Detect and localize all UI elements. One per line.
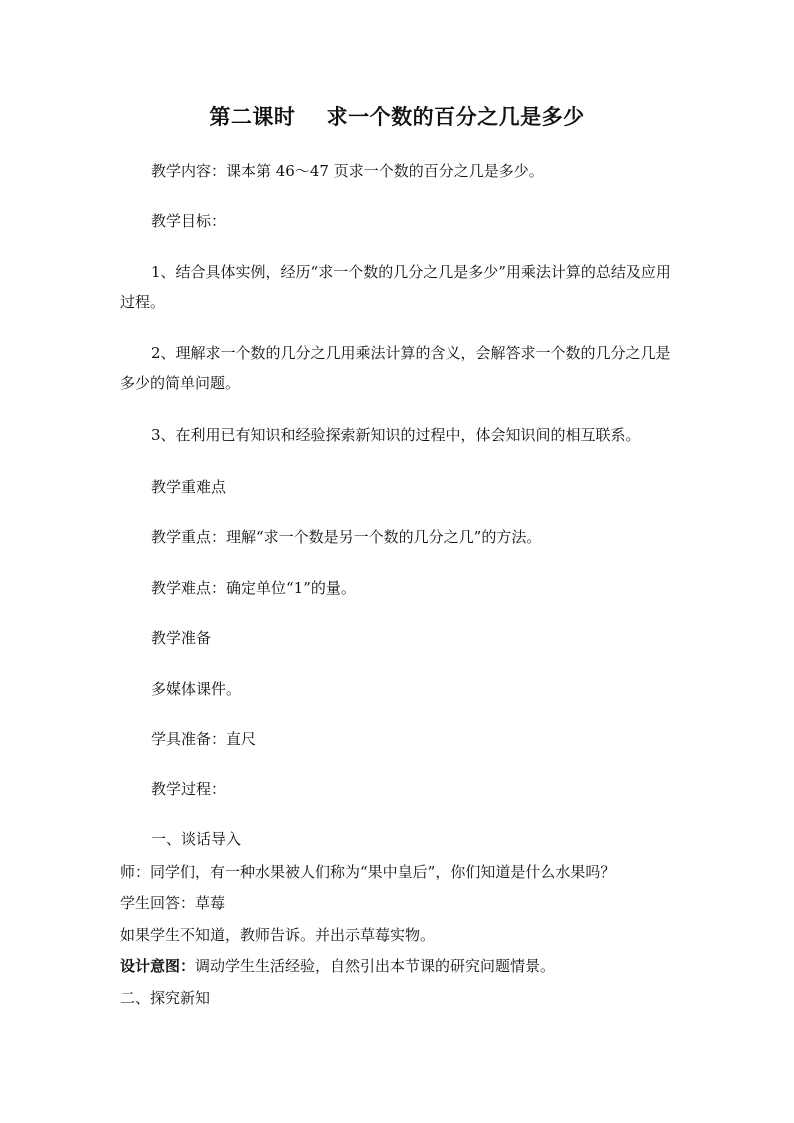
key-point: 教学重点：理解“求一个数是另一个数的几分之几”的方法。 bbox=[151, 528, 542, 546]
teaching-goals-heading: 教学目标： bbox=[151, 212, 227, 230]
teaching-goal-1: 1、结合具体实例，经历“求一个数的几分之几是多少”用乘法计算的总结及应用过程。 bbox=[120, 263, 671, 311]
student-answer: 学生回答：草莓 bbox=[120, 894, 226, 912]
teaching-prep-heading: 教学准备 bbox=[151, 629, 212, 647]
design-intent-text: 调动学生生活经验，自然引出本节课的研究问题情景。 bbox=[195, 957, 556, 975]
teaching-prep-media: 多媒体课件。 bbox=[151, 680, 242, 698]
teaching-goal-3: 3、在利用已有知识和经验探索新知识的过程中，体会知识间的相互联系。 bbox=[151, 426, 641, 444]
lesson-title: 第二课时 求一个数的百分之几是多少 bbox=[209, 104, 585, 129]
section-1-heading: 一、谈话导入 bbox=[151, 830, 242, 848]
teaching-process-heading: 教学过程： bbox=[151, 780, 227, 798]
difficult-point: 教学难点：确定单位“1”的量。 bbox=[151, 579, 356, 597]
teaching-content: 教学内容：课本第 46～47 页求一个数的百分之几是多少。 bbox=[151, 162, 544, 180]
key-difficult-heading: 教学重难点 bbox=[151, 478, 227, 496]
design-intent-label: 设计意图： bbox=[120, 957, 196, 975]
design-intent bbox=[120, 951, 680, 981]
teacher-fallback: 如果学生不知道，教师告诉。并出示草莓实物。 bbox=[120, 926, 436, 944]
section-2-heading: 二、探究新知 bbox=[120, 989, 211, 1007]
teacher-question: 师：同学们，有一种水果被人们称为“果中皇后”，你们知道是什么水果吗？ bbox=[120, 863, 616, 881]
teaching-goal-2: 2、理解求一个数的几分之几用乘法计算的含义，会解答求一个数的几分之几是多少的简单问题。 bbox=[120, 344, 671, 392]
student-tools: 学具准备：直尺 bbox=[151, 730, 257, 748]
